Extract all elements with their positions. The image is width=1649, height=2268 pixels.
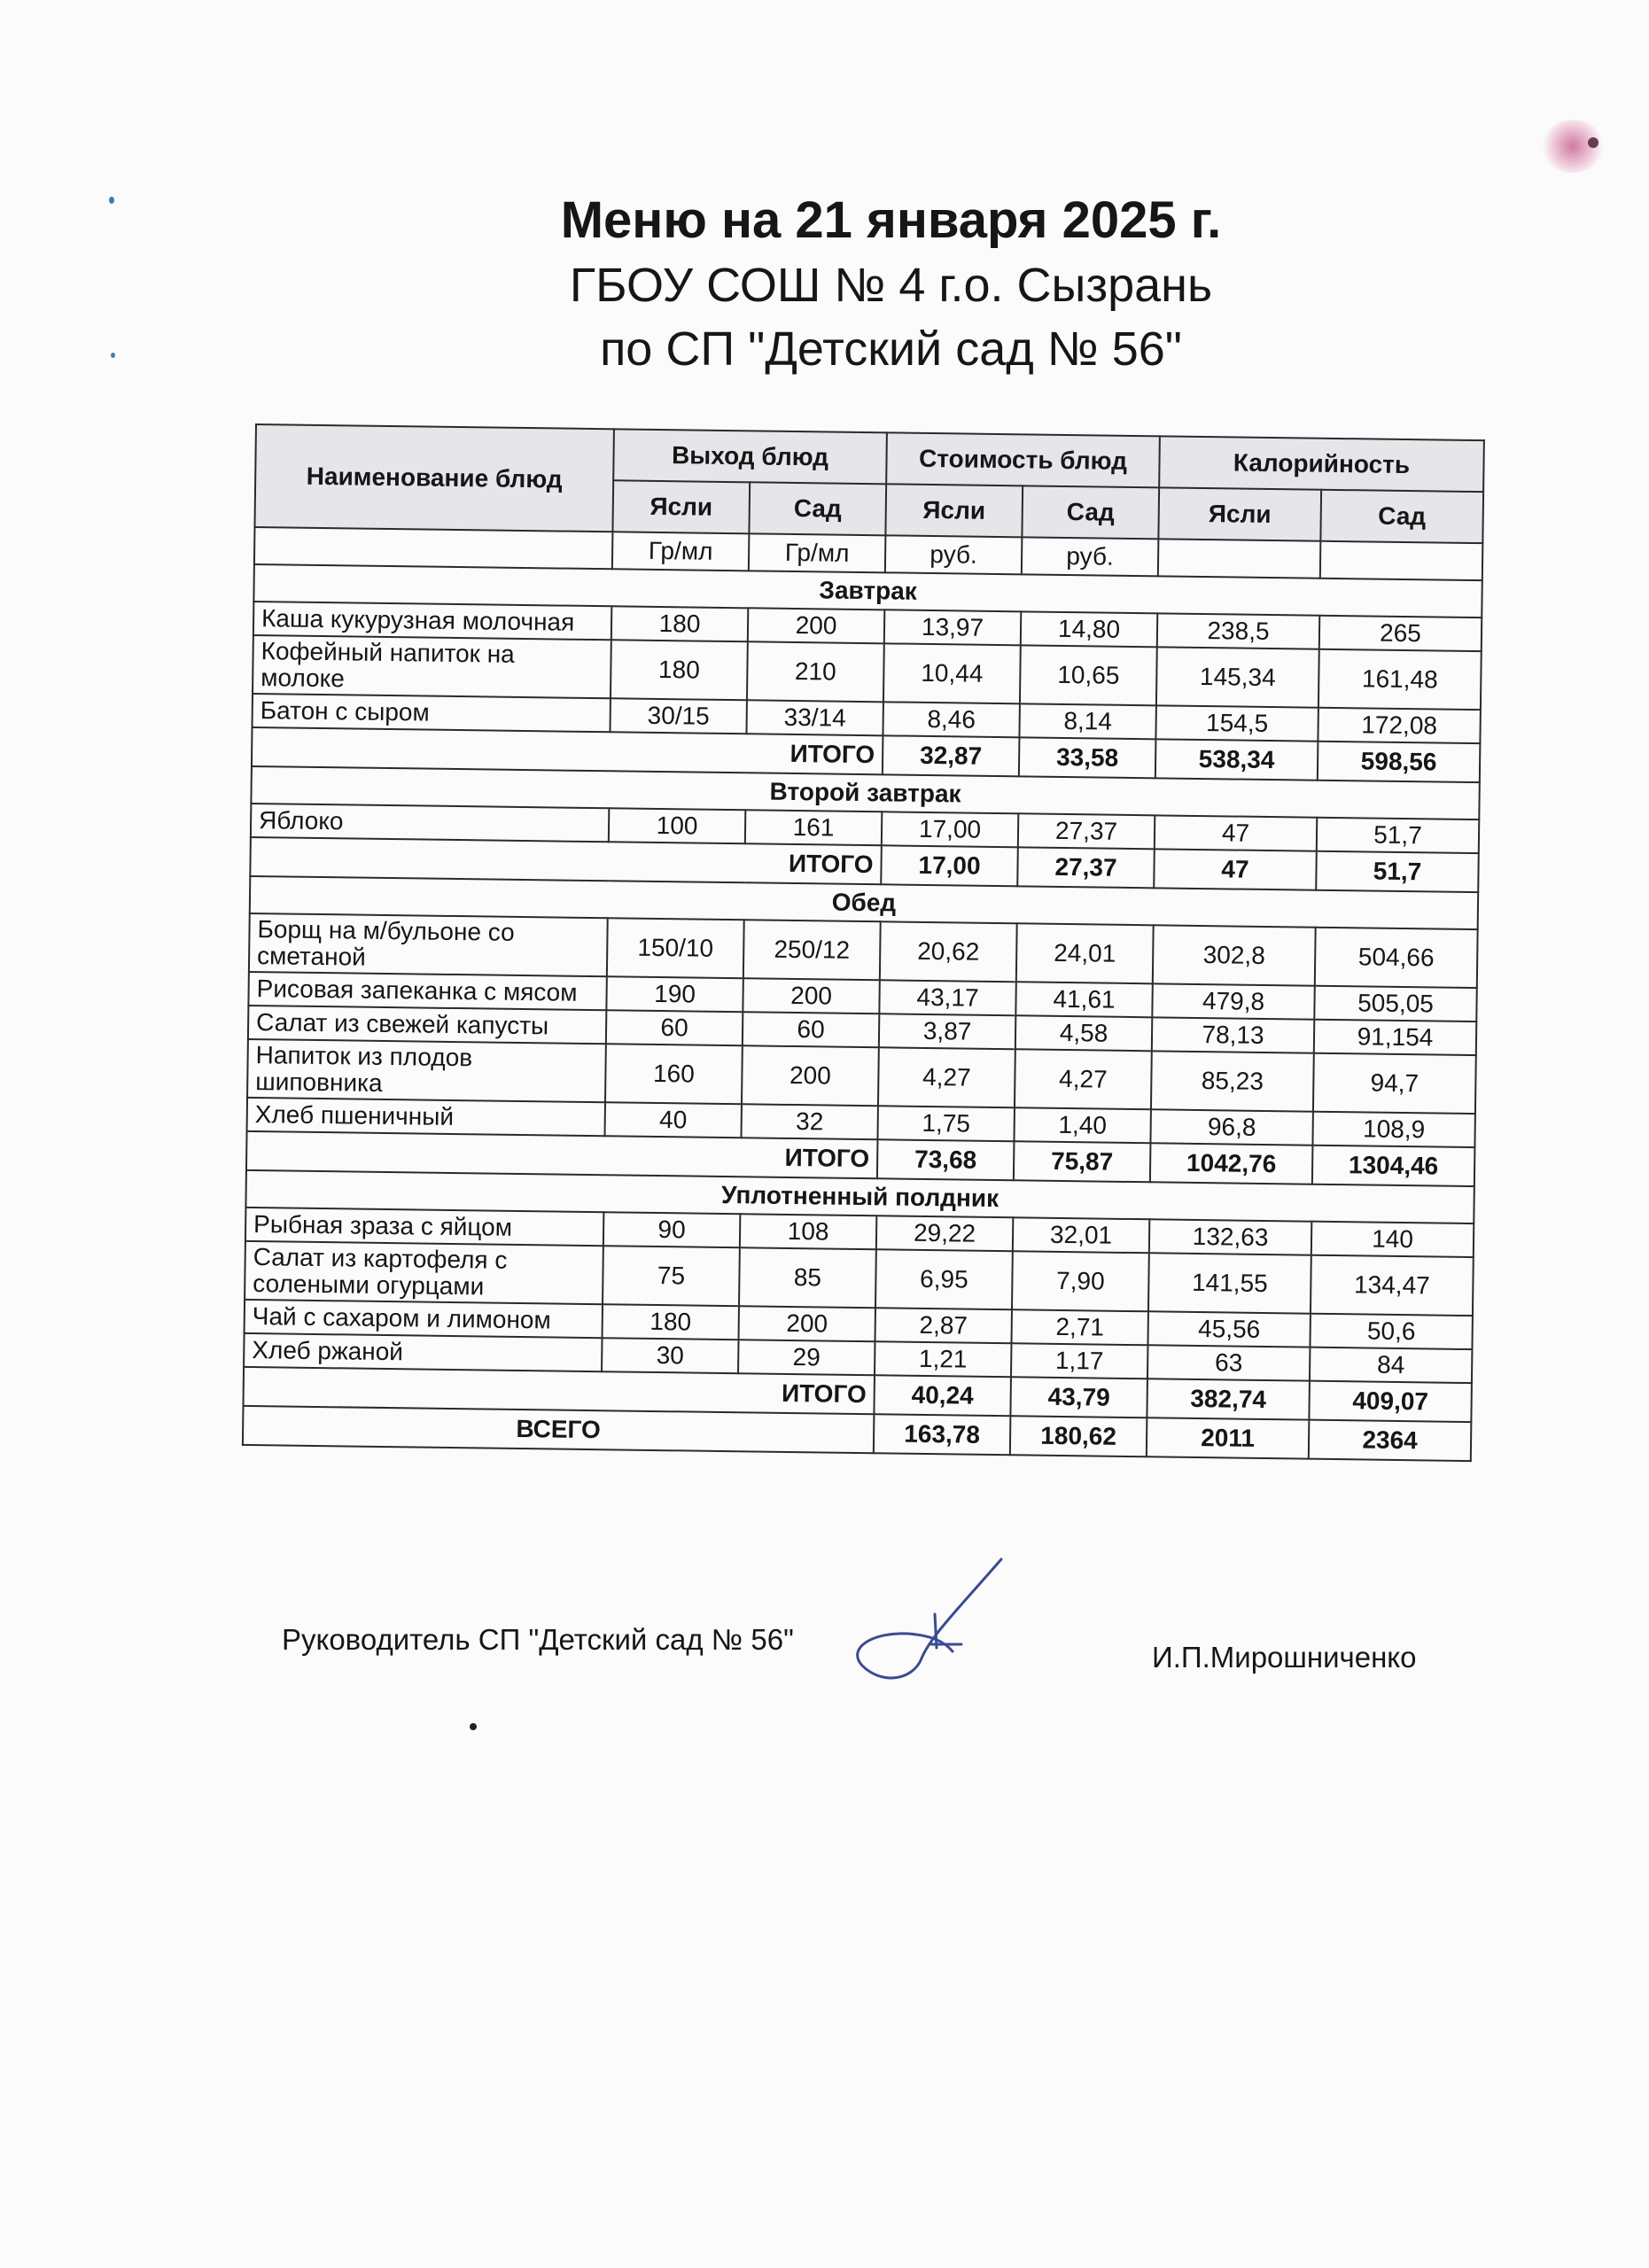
cell-cal-n: 154,5 xyxy=(1155,705,1318,741)
cell-cal-g: 84 xyxy=(1310,1348,1472,1383)
dish-name: Кофейный напиток на молоке xyxy=(253,635,611,698)
header-dish-name: Наименование блюд xyxy=(254,424,613,532)
grand-total-cal-n: 2011 xyxy=(1147,1418,1310,1458)
total-cost-n: 73,68 xyxy=(877,1139,1015,1180)
cell-cost-n: 8,46 xyxy=(883,702,1019,737)
total-cost-n: 17,00 xyxy=(881,845,1018,886)
cell-cost-n: 10,44 xyxy=(883,643,1021,703)
section-title: Обед xyxy=(250,876,1478,929)
total-label: ИТОГО xyxy=(243,1367,875,1414)
dish-name: Хлеб ржаной xyxy=(244,1333,602,1371)
cell-cal-n: 63 xyxy=(1147,1345,1310,1380)
cell-out-n: 30 xyxy=(602,1338,738,1373)
header-cost: Стоимость блюд xyxy=(886,432,1160,487)
cell-cost-g: 14,80 xyxy=(1021,611,1157,647)
menu-table-header xyxy=(254,424,1484,580)
cell-cost-g: 24,01 xyxy=(1016,923,1154,983)
header-cost-garden: Сад xyxy=(1022,485,1159,539)
total-cal-g: 409,07 xyxy=(1309,1381,1472,1422)
cell-cal-g: 94,7 xyxy=(1313,1053,1476,1114)
cell-cost-g: 41,61 xyxy=(1015,982,1152,1017)
cell-out-g: 85 xyxy=(739,1247,876,1308)
cell-out-n: 190 xyxy=(606,976,743,1012)
cell-cal-n: 85,23 xyxy=(1151,1051,1314,1111)
cell-out-n: 150/10 xyxy=(607,918,744,978)
cell-out-n: 90 xyxy=(603,1212,740,1247)
cell-cal-n: 145,34 xyxy=(1156,647,1319,707)
grand-total-label: ВСЕГО xyxy=(243,1406,875,1453)
signatory-name: И.П.Мирошниченко xyxy=(1152,1641,1417,1674)
header-cost-nursery: Ясли xyxy=(885,484,1023,537)
cell-out-g: 200 xyxy=(739,1306,875,1341)
cell-cal-g: 50,6 xyxy=(1310,1314,1472,1349)
cell-cal-g: 51,7 xyxy=(1317,818,1479,853)
cell-cost-g: 1,17 xyxy=(1011,1343,1147,1379)
grand-total-cost-n: 163,78 xyxy=(874,1414,1011,1455)
cell-cal-n: 96,8 xyxy=(1150,1109,1312,1145)
cell-cal-g: 108,9 xyxy=(1312,1112,1474,1147)
cell-out-g: 200 xyxy=(742,1045,879,1106)
school-name: ГБОУ СОШ № 4 г.о. Сызрань xyxy=(569,259,1213,312)
total-cost-g: 75,87 xyxy=(1014,1141,1151,1182)
cell-cal-g: 172,08 xyxy=(1318,708,1480,743)
cell-out-g: 250/12 xyxy=(743,920,881,980)
cell-cost-g: 8,14 xyxy=(1019,703,1155,739)
cell-cost-n: 13,97 xyxy=(884,610,1021,645)
cell-out-n: 75 xyxy=(603,1246,740,1306)
total-label: ИТОГО xyxy=(250,837,882,884)
cell-cost-n: 4,27 xyxy=(878,1047,1015,1107)
document-header xyxy=(0,188,1649,381)
total-cost-g: 27,37 xyxy=(1017,847,1155,888)
cell-out-n: 100 xyxy=(609,808,745,843)
cell-out-n: 160 xyxy=(605,1044,743,1104)
cell-out-g: 108 xyxy=(740,1214,876,1249)
section-title: Уплотненный полдник xyxy=(245,1170,1474,1223)
cell-cal-g: 505,05 xyxy=(1314,986,1476,1021)
cell-cost-n: 3,87 xyxy=(879,1014,1015,1049)
cell-cal-n: 141,55 xyxy=(1148,1253,1311,1313)
total-cost-g: 43,79 xyxy=(1010,1377,1147,1418)
total-cal-n: 47 xyxy=(1154,849,1317,889)
cell-out-n: 40 xyxy=(605,1102,742,1138)
header-output-garden: Сад xyxy=(749,482,886,535)
cell-cost-n: 20,62 xyxy=(880,921,1017,982)
cell-cal-g: 504,66 xyxy=(1315,928,1478,988)
cell-cal-n: 78,13 xyxy=(1152,1017,1314,1052)
dish-name: Напиток из плодов шиповника xyxy=(247,1039,606,1102)
dish-name: Рисовая запеканка с мясом xyxy=(248,972,606,1010)
total-label: ИТОГО xyxy=(252,727,883,774)
dish-name: Яблоко xyxy=(251,804,609,842)
total-cal-n: 1042,76 xyxy=(1150,1143,1313,1184)
cell-cal-g: 161,48 xyxy=(1318,649,1482,710)
total-cost-n: 32,87 xyxy=(883,735,1020,776)
cell-cal-n: 238,5 xyxy=(1157,613,1319,649)
section-title: Завтрак xyxy=(253,564,1482,617)
unit-cell: Гр/мл xyxy=(749,533,886,572)
cell-cal-g: 134,47 xyxy=(1311,1255,1474,1316)
total-cost-g: 33,58 xyxy=(1019,737,1156,778)
cell-cal-n: 132,63 xyxy=(1149,1219,1311,1254)
section-title: Второй завтрак xyxy=(251,766,1479,819)
header-output: Выход блюд xyxy=(613,429,887,484)
dish-name: Салат из свежей капусты xyxy=(248,1006,606,1044)
cell-cost-g: 4,27 xyxy=(1015,1049,1152,1109)
header-output-nursery: Ясли xyxy=(612,480,750,533)
dish-name: Салат из картофеля с солеными огурцами xyxy=(245,1241,603,1304)
dish-name: Каша кукурузная молочная xyxy=(253,602,611,640)
cell-out-g: 29 xyxy=(738,1340,875,1375)
unit-name: по СП "Детский сад № 56" xyxy=(600,322,1182,376)
unit-cell: руб. xyxy=(1022,537,1159,576)
cell-cal-n: 479,8 xyxy=(1152,983,1314,1019)
total-cal-n: 538,34 xyxy=(1155,739,1318,780)
cell-cal-g: 91,154 xyxy=(1314,1020,1476,1055)
cell-out-n: 180 xyxy=(611,640,748,700)
cell-out-g: 60 xyxy=(743,1012,879,1047)
cell-out-n: 60 xyxy=(606,1010,743,1045)
scan-speck xyxy=(470,1723,477,1730)
header-calories: Калорийность xyxy=(1159,436,1484,492)
total-cal-n: 382,74 xyxy=(1147,1379,1310,1419)
cell-cal-n: 47 xyxy=(1155,815,1317,850)
cell-cost-g: 2,71 xyxy=(1011,1309,1147,1345)
cell-cal-g: 265 xyxy=(1319,616,1482,651)
dish-name: Чай с сахаром и лимоном xyxy=(245,1300,603,1338)
cell-cost-n: 2,87 xyxy=(875,1308,1011,1343)
total-cost-n: 40,24 xyxy=(874,1375,1011,1416)
cell-out-g: 210 xyxy=(747,641,884,702)
menu-table xyxy=(242,423,1485,1462)
cell-cost-g: 27,37 xyxy=(1018,813,1155,849)
stain-mark xyxy=(1588,137,1598,148)
grand-total-cost-g: 180,62 xyxy=(1010,1416,1147,1456)
cell-cost-g: 4,58 xyxy=(1015,1015,1152,1051)
total-label: ИТОГО xyxy=(246,1131,878,1178)
cell-out-g: 33/14 xyxy=(746,700,883,735)
cell-cost-g: 1,40 xyxy=(1014,1107,1150,1143)
menu-table-body xyxy=(243,564,1482,1461)
cell-cost-n: 1,75 xyxy=(877,1106,1014,1141)
cell-out-n: 180 xyxy=(611,606,748,641)
total-cal-g: 1304,46 xyxy=(1312,1146,1475,1186)
total-cal-g: 51,7 xyxy=(1316,851,1479,892)
cell-out-n: 30/15 xyxy=(610,698,746,734)
dish-name: Батон с сыром xyxy=(253,694,611,732)
handwritten-signature xyxy=(846,1552,1023,1685)
page-title: Меню на 21 января 2025 г. xyxy=(560,191,1222,249)
menu-table-wrapper xyxy=(242,423,1483,1462)
cell-cal-g: 140 xyxy=(1311,1222,1474,1257)
header-calories-garden: Сад xyxy=(1320,490,1483,543)
cell-out-n: 180 xyxy=(603,1304,739,1340)
signature-position: Руководитель СП "Детский сад № 56" xyxy=(282,1623,794,1656)
cell-cost-n: 43,17 xyxy=(879,980,1015,1015)
cell-out-g: 200 xyxy=(743,978,879,1014)
dish-name: Рыбная зраза с яйцом xyxy=(245,1208,603,1246)
cell-cost-n: 17,00 xyxy=(882,812,1018,847)
unit-cell: руб. xyxy=(885,535,1023,574)
unit-cell-empty xyxy=(254,527,613,569)
signature-block xyxy=(0,1614,1649,1720)
unit-cell: Гр/мл xyxy=(612,532,750,571)
header-calories-nursery: Ясли xyxy=(1158,487,1321,540)
unit-cell-empty xyxy=(1320,541,1483,580)
cell-cost-g: 10,65 xyxy=(1020,645,1157,705)
cell-cal-n: 45,56 xyxy=(1147,1311,1310,1347)
unit-cell-empty xyxy=(1158,539,1321,578)
cell-cost-n: 29,22 xyxy=(876,1216,1013,1251)
cell-out-g: 200 xyxy=(748,608,884,643)
cell-cal-n: 302,8 xyxy=(1153,925,1316,985)
dish-name: Борщ на м/бульоне со сметаной xyxy=(249,913,608,976)
cell-out-g: 32 xyxy=(741,1104,877,1139)
cell-cost-n: 1,21 xyxy=(875,1341,1011,1377)
cell-cost-n: 6,95 xyxy=(875,1249,1013,1309)
cell-out-g: 161 xyxy=(745,810,882,845)
cell-cost-g: 32,01 xyxy=(1013,1217,1149,1253)
grand-total-cal-g: 2364 xyxy=(1309,1420,1472,1461)
dish-name: Хлеб пшеничный xyxy=(247,1098,605,1136)
total-cal-g: 598,56 xyxy=(1318,742,1481,782)
cell-cost-g: 7,90 xyxy=(1012,1251,1149,1311)
